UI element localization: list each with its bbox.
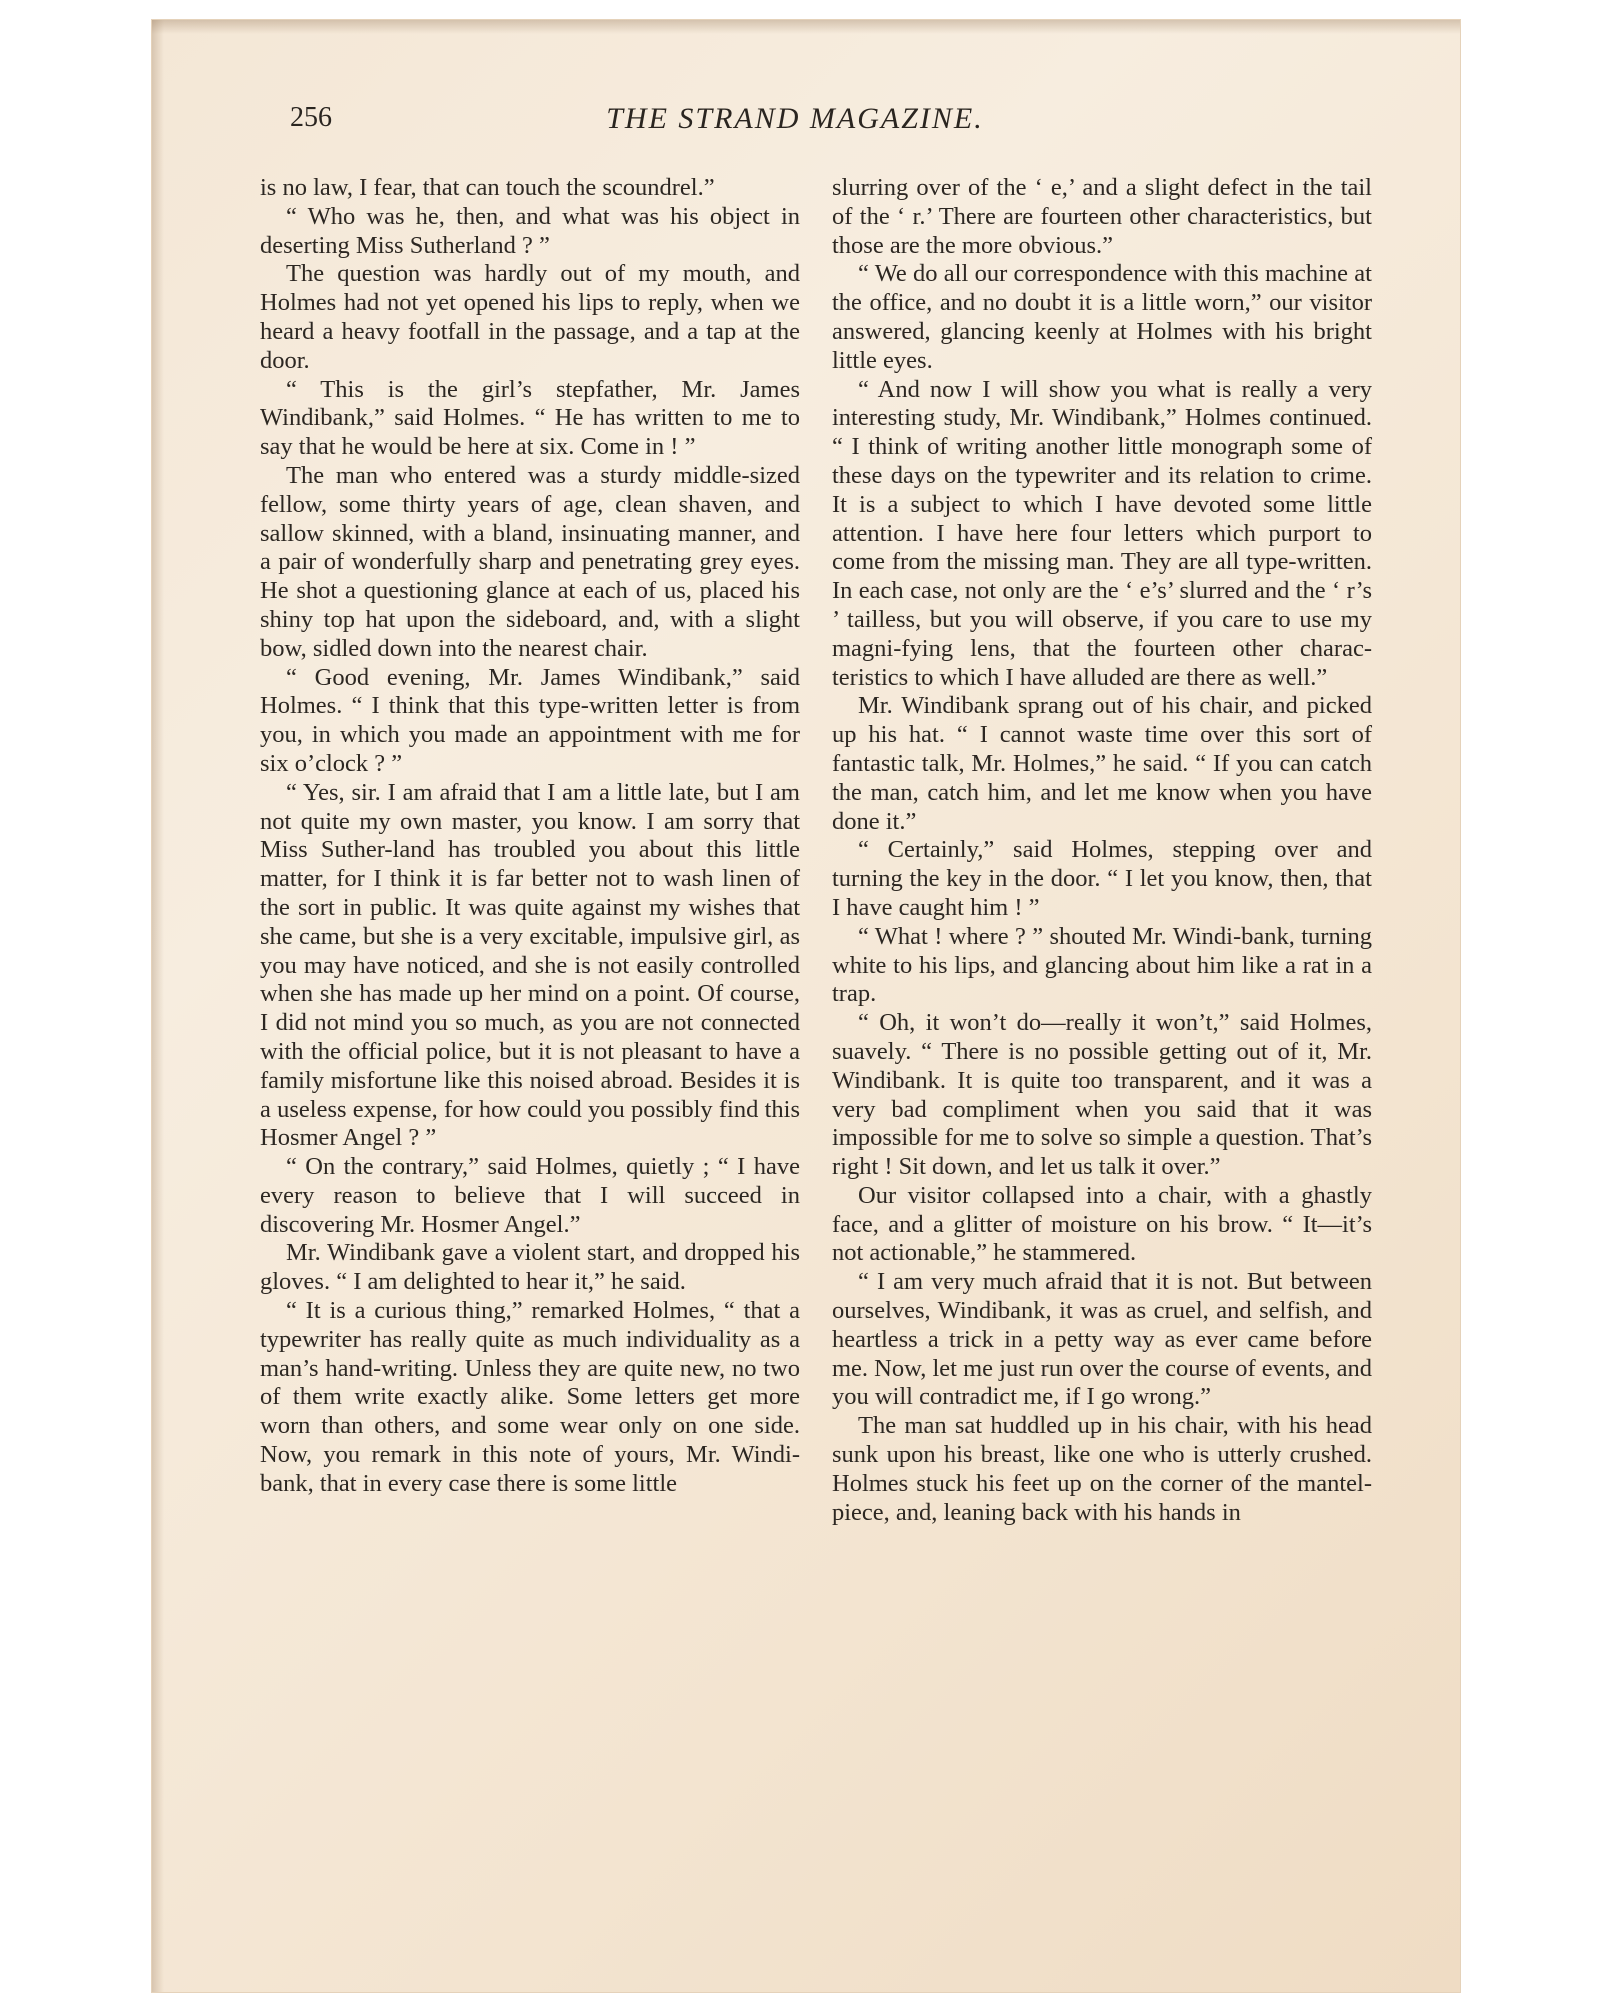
paragraph: “ Oh, it won’t do—really it won’t,” said Holmes, suavely. “ There is no possible getting out of it, Mr. Windibank. It is quite too transparent, and it was a very bad compliment when you said that it was impossible for me to solve so simple a question. That’s right ! Sit down, and let us talk it over.” <box>832 1009 1372 1181</box>
paragraph: The man who entered was a sturdy middle-sized fellow, some thirty years of age, clean shaven, and sallow skinned, with a bland, insinuating manner, and a pair of wonderfully sharp and penetrating grey eyes. He shot a questioning glance at each of us, placed his shiny top hat upon the sideboard, and, with a slight bow, sidled down into the nearest chair. <box>260 461 800 662</box>
paragraph: “ This is the girl’s stepfather, Mr. James Windibank,” said Holmes. “ He has written to me to say that he would be here at six. Come in ! ” <box>260 375 800 461</box>
paragraph: “ On the contrary,” said Holmes, quietly ; “ I have every reason to believe that I will succeed in discovering Mr. Hosmer Angel.” <box>260 1153 800 1238</box>
magazine-title: THE STRAND MAGAZINE. <box>606 102 984 135</box>
paragraph: “ And now I will show you what is really a very interesting study, Mr. Windibank,” Holmes continued. “ I think of writing another little monograph some of these days on the typewriter and its relation to crime. It is a subject to which I have devoted some little attention. I have here four letters which purport to come from the missing man. They are all type-written. In each case, not only are the ‘ e’s’ slurred and the ‘ r’s ’ tailless, but you will observe, if you care to use my magni-fying lens, that the fourteen other charac-teristics to which I have alluded are there as well.” <box>832 375 1372 691</box>
paragraph: The man sat huddled up in his chair, with his head sunk upon his breast, like one who is utterly crushed. Holmes stuck his feet up on the corner of the mantel-piece, and, leaning back with his hands in <box>832 1412 1372 1526</box>
page-number: 256 <box>290 102 332 133</box>
paragraph: The question was hardly out of my mouth, and Holmes had not yet opened his lips to reply, when we heard a heavy footfall in the passage, and a tap at the door. <box>260 260 800 374</box>
magazine-page <box>152 20 1460 1992</box>
paragraph: slurring over of the ‘ e,’ and a slight defect in the tail of the ‘ r.’ There are fourteen other characteristics, but those are the more obvious.” <box>832 174 1372 259</box>
paragraph: is no law, I fear, that can touch the scoundrel.” <box>260 174 715 201</box>
paragraph: Mr. Windibank gave a violent start, and dropped his gloves. “ I am delighted to hear it,” he said. <box>260 1239 800 1296</box>
paragraph: “ Who was he, then, and what was his object in deserting Miss Sutherland ? ” <box>260 202 800 259</box>
left-column <box>260 174 800 1499</box>
paragraph: “ I am very much afraid that it is not. But between ourselves, Windibank, it was as cruel, and selfish, and heartless a trick in a petty way as ever came before me. Now, let me just run over the course of events, and you will contradict me, if I go wrong.” <box>832 1268 1372 1411</box>
paragraph: “ It is a curious thing,” remarked Holmes, “ that a typewriter has really quite as much individuality as a man’s hand-writing. Unless they are quite new, no two of them write exactly alike. Some letters get more worn than others, and some wear only on one side. Now, you remark in this note of yours, Mr. Windi-bank, that in every case there is some little <box>260 1297 800 1497</box>
right-column <box>832 174 1372 1527</box>
paragraph: Our visitor collapsed into a chair, with a ghastly face, and a glitter of moisture on his brow. “ It—it’s not actionable,” he stammered. <box>832 1181 1372 1267</box>
paragraph: “ Certainly,” said Holmes, stepping over and turning the key in the door. “ I let you know, then, that I have caught him ! ” <box>832 836 1372 921</box>
paragraph: “ What ! where ? ” shouted Mr. Windi-bank, turning white to his lips, and glancing about him like a rat in a trap. <box>832 922 1372 1008</box>
paragraph: Mr. Windibank sprang out of his chair, and picked up his hat. “ I cannot waste time over this sort of fantastic talk, Mr. Holmes,” he said. “ If you can catch the man, catch him, and let me know when you have done it.” <box>832 692 1372 835</box>
paragraph: “ Good evening, Mr. James Windibank,” said Holmes. “ I think that this type-written letter is from you, in which you made an appointment with me for six o’clock ? ” <box>260 663 800 777</box>
paragraph: “ Yes, sir. I am afraid that I am a little late, but I am not quite my own master, you know. I am sorry that Miss Suther-land has troubled you about this little matter, for I think it is far better not to wash linen of the sort in public. It was quite against my wishes that she came, but she is a very excitable, impulsive girl, as you may have noticed, and she is not easily controlled when she has made up her mind on a point. Of course, I did not mind you so much, as you are not connected with the official police, but it is not pleasant to have a family misfortune like this noised abroad. Besides it is a useless expense, for how could you possibly find this Hosmer Angel ? ” <box>260 778 800 1152</box>
page-header <box>290 94 1300 144</box>
paragraph: “ We do all our correspondence with this machine at the office, and no doubt it is a little worn,” our visitor answered, glancing keenly at Holmes with his bright little eyes. <box>832 260 1372 374</box>
